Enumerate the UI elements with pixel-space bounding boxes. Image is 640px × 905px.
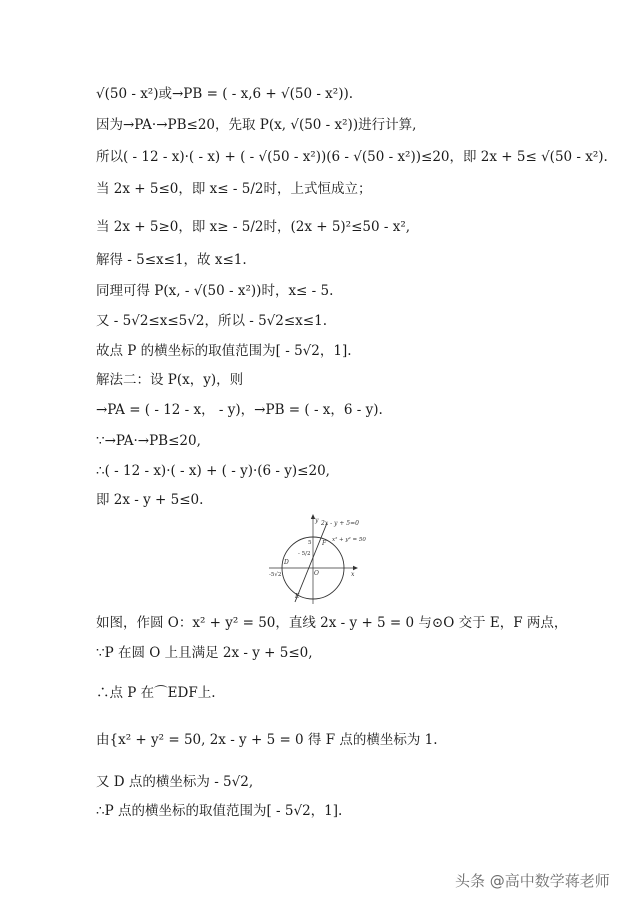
label-circle: x² + y² = 50 xyxy=(332,537,366,543)
label-five: 5 xyxy=(308,540,312,546)
label-line: 2x - y + 5=0 xyxy=(321,520,359,527)
line-19: 又 D 点的横坐标为 - 5√2, xyxy=(96,774,254,790)
line-8: 又 - 5√2≤x≤5√2，所以 - 5√2≤x≤1. xyxy=(96,313,327,329)
line-3: 所以( - 12 - x)·( - x) + ( - √(50 - x²))(6 - √(50 - x²))≤20，即 2x + 5≤ √(50 - x²). xyxy=(96,149,608,165)
line-9: 故点 P 的横坐标的取值范围为[ - 5√2，1]. xyxy=(96,343,352,359)
x-axis-arrow xyxy=(353,566,358,570)
label-d: D xyxy=(284,559,289,566)
line-2x-y-5 xyxy=(295,523,327,602)
line-4: 当 2x + 5≤0，即 x≤ - 5/2时，上式恒成立； xyxy=(96,181,372,197)
line-11: →PA = ( - 12 - x， - y)，→PB = ( - x，6 - y). xyxy=(96,402,383,418)
line-18: 由{x² + y² = 50, 2x - y + 5 = 0 得 F 点的横坐标为 1. xyxy=(96,732,438,748)
line-10: 解法二：设 P(x，y)，则 xyxy=(96,372,244,388)
watermark: 头条 @高中数学蒋老师 xyxy=(455,872,610,890)
line-14: 即 2x - y + 5≤0. xyxy=(96,492,204,508)
line-6: 解得 - 5≤x≤1，故 x≤1. xyxy=(96,252,247,268)
label-x: x xyxy=(351,571,355,578)
label-y: y xyxy=(315,517,319,524)
line-13: ∴( - 12 - x)·( - x) + ( - y)·(6 - y)≤20, xyxy=(96,463,330,479)
line-2: 因为→PA·→PB≤20，先取 P(x, √(50 - x²))进行计算, xyxy=(96,117,417,133)
line-7: 同理可得 P(x, - √(50 - x²))时，x≤ - 5. xyxy=(96,283,334,299)
line-16: ∵P 在圆 O 上且满足 2x - y + 5≤0, xyxy=(96,645,313,661)
line-17: ∴点 P 在⌒EDF上. xyxy=(96,685,216,701)
line-12: ∵→PA·→PB≤20, xyxy=(96,433,201,449)
label-o: O xyxy=(314,570,319,577)
label-f: F xyxy=(322,540,327,547)
label-e: E xyxy=(295,593,300,600)
line-1: √(50 - x²)或→PB = ( - x,6 + √(50 - x²)). xyxy=(96,86,354,102)
line-5: 当 2x + 5≥0，即 x≥ - 5/2时，(2x + 5)²≤50 - x², xyxy=(96,219,411,235)
circle-line-figure xyxy=(265,512,366,606)
line-15: 如图，作圆 O：x² + y² = 50，直线 2x - y + 5 = 0 与⊙O 交于 E，F 两点， xyxy=(96,615,568,631)
label-neg5r2: -5√2 xyxy=(269,572,282,578)
label-neg5half: - 5/2 xyxy=(298,551,311,557)
line-20: ∴P 点的横坐标的取值范围为[ - 5√2，1]. xyxy=(96,803,343,819)
